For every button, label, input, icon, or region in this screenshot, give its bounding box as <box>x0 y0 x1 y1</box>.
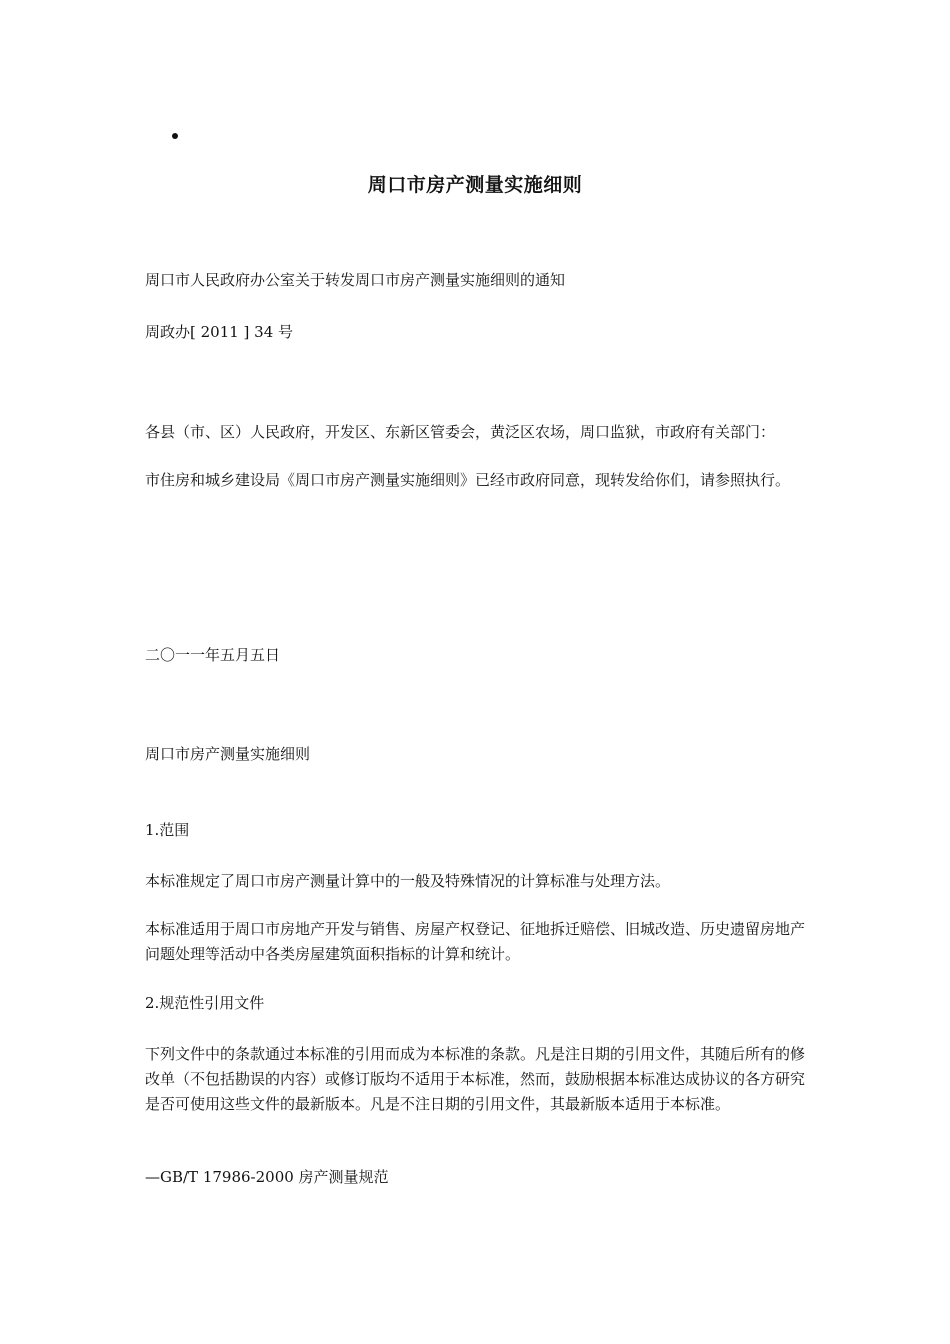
addressee: 各县（市、区）人民政府，开发区、东新区管委会，黄泛区农场，周口监狱，市政府有关部门： <box>145 423 776 441</box>
bullet-dot <box>172 133 178 139</box>
notice-heading: 周口市人民政府办公室关于转发周口市房产测量实施细则的通知 <box>145 271 566 289</box>
references-paragraph: 下列文件中的条款通过本标准的引用而成为本标准的条款。凡是注日期的引用文件，其随后所有的修改单（不包括勘误的内容）或修订版均不适用于本标准，然而，鼓励根据本标准达成协议的各方研究是否可使用这些文件的最新版本。凡是不注日期的引用文件，其最新版本适用于本标准。 <box>145 1045 806 1113</box>
scope-paragraph-1: 本标准规定了周口市房产测量计算中的一般及特殊情况的计算标准与处理方法。 <box>145 872 671 890</box>
document-number: 周政办[ 2011 ] 34 号 <box>145 323 294 341</box>
reference-item: —GB/T 17986-2000 房产测量规范 <box>145 1168 389 1186</box>
document-title: 周口市房产测量实施细则 <box>367 174 583 196</box>
heading-references: 2.规范性引用文件 <box>145 994 265 1012</box>
section-title: 周口市房产测量实施细则 <box>145 745 311 763</box>
notice-body: 市住房和城乡建设局《周口市房产测量实施细则》已经市政府同意，现转发给你们，请参照执行。 <box>145 471 791 489</box>
notice-date: 二〇一一年五月五日 <box>145 646 281 664</box>
scope-paragraph-2: 本标准适用于周口市房地产开发与销售、房屋产权登记、征地拆迁赔偿、旧城改造、历史遗留房地产问题处理等活动中各类房屋建筑面积指标的计算和统计。 <box>145 920 806 963</box>
heading-scope: 1.范围 <box>145 821 190 839</box>
